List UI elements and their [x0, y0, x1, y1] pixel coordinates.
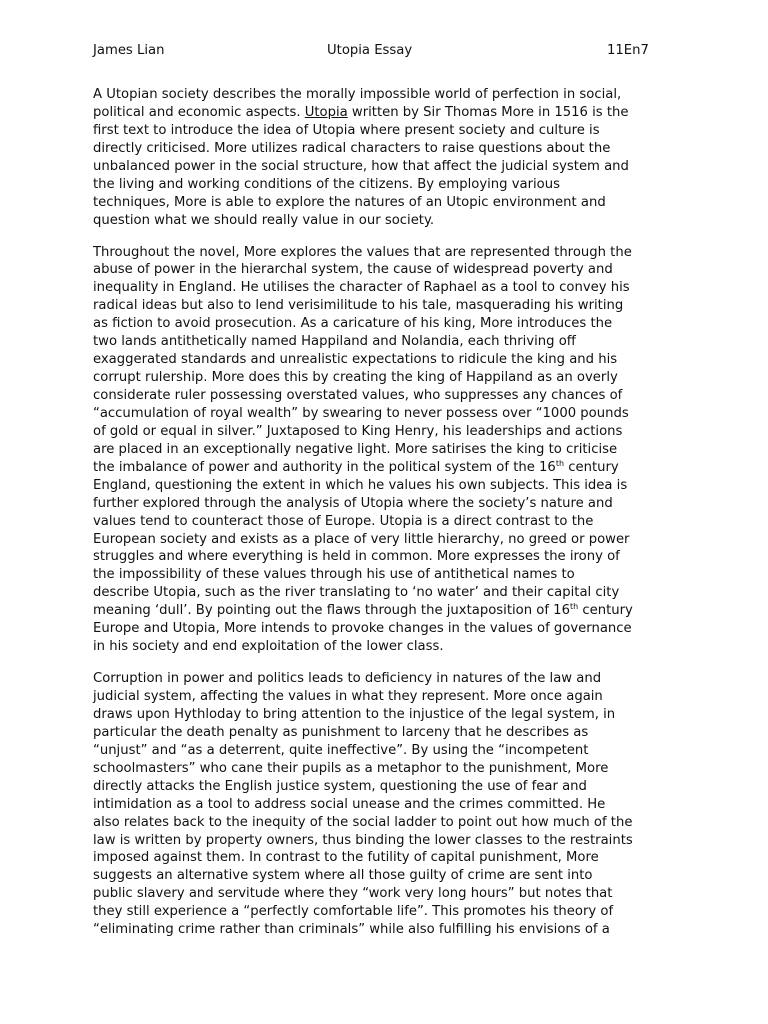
text-line: [93, 104, 683, 122]
text-segment: struggles and where everything is held in common. More expresses the irony of: [93, 549, 620, 565]
text-line: [93, 760, 683, 778]
text-line: [93, 921, 683, 939]
text-segment: England, questioning the extent in which he values his own subjects. This idea is: [93, 477, 628, 493]
ordinal-superscript: th: [569, 602, 579, 612]
text-segment: the imbalance of power and authority in the political system of the 16: [93, 459, 556, 475]
paragraph: [93, 244, 683, 657]
text-segment: question what we should really value in our society.: [93, 212, 435, 228]
text-line: [93, 261, 683, 279]
paragraph: [93, 86, 683, 230]
text-line: [93, 477, 683, 495]
text-segment: draws upon Hythloday to bring attention to the injustice of the legal system, in: [93, 706, 616, 722]
text-line: [93, 351, 683, 369]
text-segment: as fiction to avoid prosecution. As a caricature of his king, More introduces the: [93, 316, 613, 332]
text-segment: corrupt rulership. More does this by creating the king of Happiland as an overly: [93, 370, 618, 386]
text-segment: law is written by property owners, thus binding the lower classes to the restraints: [93, 832, 633, 848]
text-segment: meaning ‘dull’. By pointing out the flaws through the juxtaposition of 16: [93, 603, 570, 619]
text-segment: “eliminating crime rather than criminals” while also fulfilling his envisions of a: [93, 922, 610, 938]
text-segment: are placed in an exceptionally negative light. More satirises the king to criticise: [93, 441, 618, 457]
text-line: [93, 158, 683, 176]
text-line: [93, 441, 683, 459]
text-segment: unbalanced power in the social structure, how that affect the judicial system and: [93, 158, 629, 174]
text-line: [93, 244, 683, 262]
text-segment: directly criticised. More utilizes radical characters to raise questions about the: [93, 140, 611, 156]
essay-body: [93, 86, 683, 953]
text-line: [93, 620, 683, 638]
text-line: [93, 495, 683, 513]
book-title-underlined: Utopia: [304, 104, 348, 120]
text-line: [93, 796, 683, 814]
text-segment: also relates back to the inequity of the social ladder to point out how much of the: [93, 814, 633, 830]
text-line: [93, 513, 683, 531]
text-line: [93, 814, 683, 832]
text-line: [93, 315, 683, 333]
text-line: [93, 122, 683, 140]
text-segment: the living and working conditions of the citizens. By employing various: [93, 176, 560, 192]
text-line: [93, 387, 683, 405]
text-segment: Throughout the novel, More explores the values that are represented through the: [93, 244, 632, 260]
text-segment: directly attacks the English justice system, questioning the use of fear and: [93, 778, 587, 794]
text-line: [93, 724, 683, 742]
text-segment: the impossibility of these values through his use of antithetical names to: [93, 567, 575, 583]
text-line: [93, 566, 683, 584]
text-line: [93, 531, 683, 549]
text-line: [93, 670, 683, 688]
text-line: [93, 903, 683, 921]
text-line: [93, 602, 683, 620]
text-segment: “unjust” and “as a deterrent, quite ineffective”. By using the “incompetent: [93, 742, 589, 758]
text-segment: century: [578, 603, 633, 619]
text-segment: of gold or equal in silver.” Juxtaposed to King Henry, his leaderships and actions: [93, 423, 623, 439]
text-line: [93, 140, 683, 158]
text-segment: abuse of power in the hierarchal system, the cause of widespread poverty and: [93, 262, 613, 278]
text-segment: exaggerated standards and unrealistic expectations to ridicule the king and his: [93, 352, 618, 368]
text-segment: suggests an alternative system where all those guilty of crime are sent into: [93, 868, 593, 884]
text-line: [93, 849, 683, 867]
text-line: [93, 86, 683, 104]
text-segment: schoolmasters” who cane their pupils as a metaphor to the punishment, More: [93, 760, 609, 776]
text-segment: further explored through the analysis of Utopia where the society’s nature and: [93, 495, 613, 511]
text-line: [93, 279, 683, 297]
text-line: [93, 194, 683, 212]
text-segment: techniques, More is able to explore the natures of an Utopic environment and: [93, 194, 606, 210]
text-line: [93, 423, 683, 441]
text-line: [93, 706, 683, 724]
text-segment: they still experience a “perfectly comfortable life”. This promotes his theory of: [93, 904, 614, 920]
text-segment: political and economic aspects.: [93, 104, 305, 120]
ordinal-superscript: th: [555, 458, 565, 468]
text-line: [93, 638, 683, 656]
text-segment: “accumulation of royal wealth” by swearing to never possess over “1000 pounds: [93, 405, 629, 421]
text-segment: A Utopian society describes the morally impossible world of perfection in social,: [93, 87, 622, 102]
text-segment: first text to introduce the idea of Utopia where present society and culture is: [93, 122, 600, 138]
text-line: [93, 405, 683, 423]
text-segment: inequality in England. He utilises the character of Raphael as a tool to convey his: [93, 280, 630, 296]
paragraph: [93, 670, 683, 939]
text-segment: two lands antithetically named Happiland and Nolandia, each thriving off: [93, 334, 576, 350]
text-line: [93, 297, 683, 315]
text-segment: Europe and Utopia, More intends to provoke changes in the values of governance: [93, 621, 632, 637]
text-line: [93, 688, 683, 706]
text-segment: judicial system, affecting the values in what they represent. More once again: [93, 689, 603, 704]
text-segment: considerate ruler possessing overstated values, who suppresses any chances of: [93, 388, 623, 403]
text-line: [93, 742, 683, 760]
author-name: James Lian: [93, 43, 165, 58]
text-line: [93, 212, 683, 230]
document-title: Utopia Essay: [327, 43, 413, 58]
class-code: 11En7: [607, 43, 649, 58]
text-line: [93, 867, 683, 885]
text-line: [93, 333, 683, 351]
page-header: [93, 42, 675, 60]
text-line: [93, 369, 683, 387]
text-segment: imposed against them. In contrast to the futility of capital punishment, More: [93, 850, 599, 866]
text-line: [93, 459, 683, 477]
text-segment: century: [564, 459, 619, 475]
text-segment: describe Utopia, such as the river translating to ‘no water’ and their capital city: [93, 585, 620, 601]
text-segment: intimidation as a tool to address social unease and the crimes committed. He: [93, 796, 606, 812]
text-line: [93, 584, 683, 602]
text-line: [93, 176, 683, 194]
text-segment: particular the death penalty as punishment to larceny that he describes as: [93, 724, 589, 740]
text-line: [93, 548, 683, 566]
text-segment: values tend to counteract those of Europe. Utopia is a direct contrast to the: [93, 513, 594, 529]
text-segment: written by Sir Thomas More in 1516 is the: [347, 104, 629, 120]
text-segment: Corruption in power and politics leads to deficiency in natures of the law and: [93, 671, 602, 687]
text-segment: European society and exists as a place of very little hierarchy, no greed or power: [93, 531, 630, 547]
text-segment: public slavery and servitude where they “work very long hours” but notes that: [93, 886, 613, 902]
text-segment: radical ideas but also to lend verisimilitude to his tale, masquerading his writing: [93, 298, 624, 314]
text-line: [93, 832, 683, 850]
text-segment: in his society and end exploitation of the lower class.: [93, 639, 444, 655]
text-line: [93, 778, 683, 796]
text-line: [93, 885, 683, 903]
